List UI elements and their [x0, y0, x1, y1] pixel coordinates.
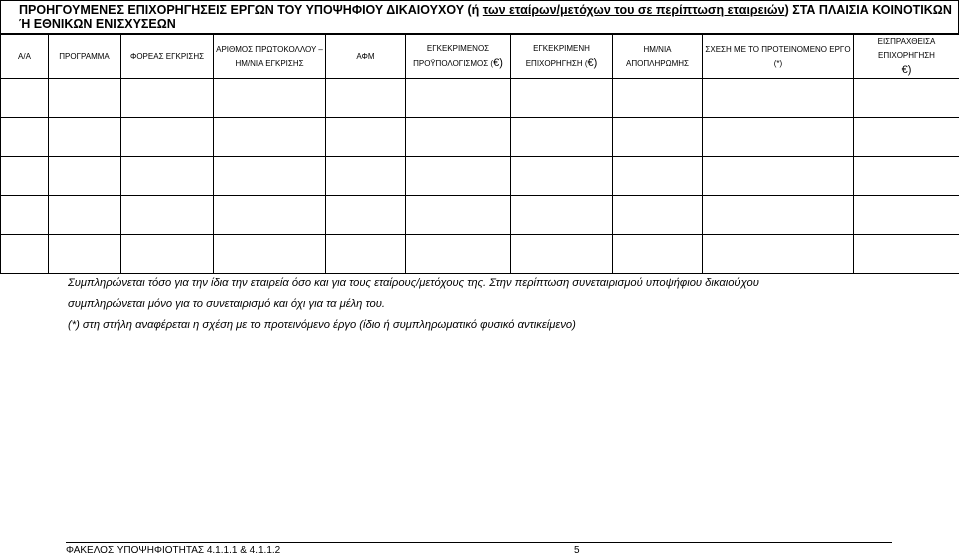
col-header-aa: Α/Α — [1, 35, 49, 79]
table-cell[interactable] — [406, 79, 511, 118]
col-header-approved-grant: ΕΓΚΕΚΡΙΜΕΝΗ ΕΠΙΧΟΡΗΓΗΣΗ (€) — [511, 35, 613, 79]
table-cell[interactable] — [49, 79, 121, 118]
table-cell[interactable] — [49, 157, 121, 196]
table-cell[interactable] — [214, 79, 326, 118]
col-header-approving-body: ΦΟΡΕΑΣ ΕΓΚΡΙΣΗΣ — [121, 35, 214, 79]
table-cell[interactable] — [854, 235, 959, 274]
table-cell[interactable] — [49, 118, 121, 157]
col-header-received-grant: ΕΙΣΠΡΑΧΘΕΙΣΑ ΕΠΙΧΟΡΗΓΗΣΗ €) — [854, 35, 959, 79]
notes — [68, 273, 948, 336]
footer-label: ΦΑΚΕΛΟΣ ΥΠΟΨΗΦΙΟΤΗΤΑΣ 4.1.1.1 & 4.1.1.2 — [66, 545, 281, 556]
title-part-2: ) ΣΤΑ ΠΛΑΙΣΙΑ ΚΟΙΝΟΤΙΚΩΝ Ή ΕΘΝΙΚΩΝ ΕΝΙΣΧΥΣΕΩΝ — [19, 3, 952, 31]
table-cell[interactable] — [326, 79, 406, 118]
table-cell[interactable] — [854, 118, 959, 157]
table-cell[interactable] — [406, 157, 511, 196]
table-cell[interactable] — [703, 118, 854, 157]
table-cell[interactable] — [326, 157, 406, 196]
page-title — [0, 0, 959, 34]
table-cell[interactable] — [121, 118, 214, 157]
table-row — [1, 118, 959, 157]
col-header-protocol-number: ΑΡΙΘΜΟΣ ΠΡΩΤΟΚΟΛΛΟΥ – ΗΜ/ΝΙΑ ΕΓΚΡΙΣΗΣ — [214, 35, 326, 79]
table-row — [1, 235, 959, 274]
table-cell[interactable] — [326, 235, 406, 274]
note-line-3: (*) στη στήλη αναφέρεται η σχέση με το προτεινόμενο έργο (ίδιο ή συμπληρωματικό φυσικό αντικείμενο) — [68, 319, 576, 331]
table-cell[interactable] — [854, 157, 959, 196]
note-line-2: συμπληρώνεται μόνο για το συνεταιρισμό και όχι για τα μέλη του. — [68, 298, 385, 310]
title-part-1: ΠΡΟΗΓΟΥΜΕΝΕΣ ΕΠΙΧΟΡΗΓΗΣΕΙΣ ΕΡΓΩΝ ΤΟΥ ΥΠΟΨΗΦΙΟΥ ΔΙΚΑΙΟΥΧΟΥ (ή — [19, 3, 483, 17]
table-cell[interactable] — [613, 118, 703, 157]
table-cell[interactable] — [214, 196, 326, 235]
table-cell[interactable] — [406, 235, 511, 274]
table-cell[interactable] — [214, 157, 326, 196]
table-cell[interactable] — [214, 118, 326, 157]
table-cell[interactable] — [703, 196, 854, 235]
table-cell[interactable] — [1, 235, 49, 274]
table-cell[interactable] — [1, 118, 49, 157]
table-cell[interactable] — [854, 196, 959, 235]
table-cell[interactable] — [49, 235, 121, 274]
table-cell[interactable] — [854, 79, 959, 118]
table-cell[interactable] — [511, 196, 613, 235]
table-cell[interactable] — [121, 196, 214, 235]
table-cell[interactable] — [1, 196, 49, 235]
table-cell[interactable] — [121, 79, 214, 118]
table-cell[interactable] — [121, 235, 214, 274]
table-cell[interactable] — [703, 235, 854, 274]
table-cell[interactable] — [214, 235, 326, 274]
table-cell[interactable] — [703, 157, 854, 196]
table-row — [1, 79, 959, 118]
table-cell[interactable] — [406, 118, 511, 157]
table-cell[interactable] — [326, 196, 406, 235]
table-row — [1, 157, 959, 196]
footer-divider — [66, 542, 892, 543]
table-cell[interactable] — [326, 118, 406, 157]
page-number: 5 — [574, 545, 580, 556]
table-cell[interactable] — [1, 157, 49, 196]
table-cell[interactable] — [1, 79, 49, 118]
col-header-payment-date: ΗΜ/ΝΙΑ ΑΠΟΠΛΗΡΩΜΗΣ — [613, 35, 703, 79]
col-header-afm: ΑΦΜ — [326, 35, 406, 79]
table-cell[interactable] — [511, 118, 613, 157]
table-cell[interactable] — [511, 157, 613, 196]
table-header-row — [1, 35, 959, 79]
table-cell[interactable] — [121, 157, 214, 196]
title-underlined: των εταίρων/μετόχων του σε περίπτωση εταιρειών — [482, 3, 785, 17]
table-row — [1, 196, 959, 235]
table-cell[interactable] — [613, 196, 703, 235]
table-cell[interactable] — [613, 79, 703, 118]
table-cell[interactable] — [511, 235, 613, 274]
col-header-relation: ΣΧΕΣΗ ΜΕ ΤΟ ΠΡΟΤΕΙΝΟΜΕΝΟ ΕΡΓΟ (*) — [703, 35, 854, 79]
grants-table — [0, 34, 959, 274]
table-cell[interactable] — [613, 235, 703, 274]
col-header-approved-budget: ΕΓΚΕΚΡΙΜΕΝΟΣ ΠΡΟΫΠΟΛΟΓΙΣΜΟΣ (€) — [406, 35, 511, 79]
col-header-program: ΠΡΟΓΡΑΜΜΑ — [49, 35, 121, 79]
note-line-1: Συμπληρώνεται τόσο για την ίδια την εταιρεία όσο και για τους εταίρους/μετόχους της. Στην περίπτωση συνεταιρισμού υποψήφιου δικαιούχου — [68, 277, 759, 289]
table-cell[interactable] — [49, 196, 121, 235]
table-cell[interactable] — [703, 79, 854, 118]
table-cell[interactable] — [406, 196, 511, 235]
table-cell[interactable] — [613, 157, 703, 196]
table-cell[interactable] — [511, 79, 613, 118]
